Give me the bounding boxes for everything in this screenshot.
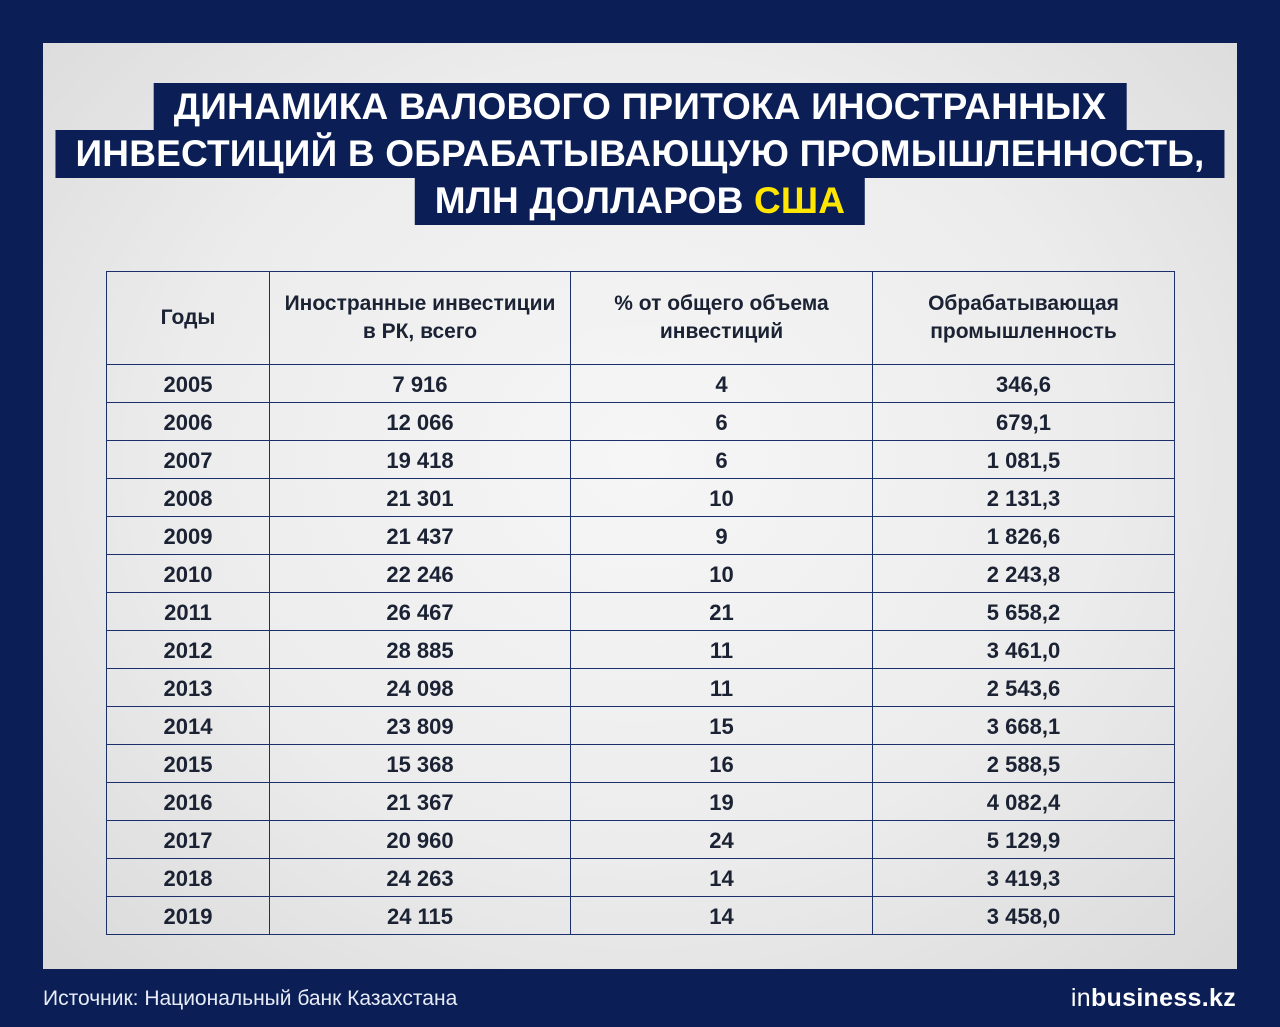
cell-year: 2011 bbox=[107, 593, 270, 631]
cell-year: 2010 bbox=[107, 555, 270, 593]
cell-total-investment: 12 066 bbox=[270, 403, 571, 441]
cell-year: 2013 bbox=[107, 669, 270, 707]
cell-manufacturing: 2 543,6 bbox=[873, 669, 1175, 707]
cell-total-investment: 15 368 bbox=[270, 745, 571, 783]
cell-percent: 21 bbox=[571, 593, 873, 631]
title-line-1: ДИНАМИКА ВАЛОВОГО ПРИТОКА ИНОСТРАННЫХ bbox=[154, 83, 1127, 131]
cell-year: 2006 bbox=[107, 403, 270, 441]
cell-total-investment: 24 098 bbox=[270, 669, 571, 707]
cell-percent: 19 bbox=[571, 783, 873, 821]
cell-percent: 16 bbox=[571, 745, 873, 783]
cell-manufacturing: 5 658,2 bbox=[873, 593, 1175, 631]
cell-manufacturing: 346,6 bbox=[873, 365, 1175, 403]
cell-year: 2005 bbox=[107, 365, 270, 403]
cell-total-investment: 22 246 bbox=[270, 555, 571, 593]
cell-manufacturing: 3 668,1 bbox=[873, 707, 1175, 745]
cell-year: 2009 bbox=[107, 517, 270, 555]
cell-total-investment: 21 437 bbox=[270, 517, 571, 555]
cell-percent: 4 bbox=[571, 365, 873, 403]
cell-manufacturing: 2 243,8 bbox=[873, 555, 1175, 593]
cell-total-investment: 7 916 bbox=[270, 365, 571, 403]
cell-year: 2007 bbox=[107, 441, 270, 479]
cell-year: 2016 bbox=[107, 783, 270, 821]
table-row bbox=[107, 631, 1175, 669]
cell-total-investment: 23 809 bbox=[270, 707, 571, 745]
title-units: МЛН ДОЛЛАРОВ bbox=[434, 180, 744, 221]
cell-manufacturing: 3 461,0 bbox=[873, 631, 1175, 669]
cell-manufacturing: 1 081,5 bbox=[873, 441, 1175, 479]
cell-percent: 15 bbox=[571, 707, 873, 745]
cell-percent: 10 bbox=[571, 479, 873, 517]
cell-percent: 9 bbox=[571, 517, 873, 555]
cell-total-investment: 21 367 bbox=[270, 783, 571, 821]
logo-prefix: in bbox=[1070, 984, 1091, 1012]
cell-total-investment: 24 263 bbox=[270, 859, 571, 897]
cell-year: 2017 bbox=[107, 821, 270, 859]
cell-manufacturing: 3 419,3 bbox=[873, 859, 1175, 897]
table-row bbox=[107, 745, 1175, 783]
table-row bbox=[107, 403, 1175, 441]
table-row bbox=[107, 669, 1175, 707]
header-years: Годы bbox=[107, 272, 270, 365]
logo-main: business.kz bbox=[1090, 984, 1236, 1012]
cell-year: 2018 bbox=[107, 859, 270, 897]
table-row bbox=[107, 441, 1175, 479]
table-row bbox=[107, 783, 1175, 821]
table-row bbox=[107, 707, 1175, 745]
cell-total-investment: 21 301 bbox=[270, 479, 571, 517]
investment-table bbox=[106, 271, 1175, 935]
cell-total-investment: 26 467 bbox=[270, 593, 571, 631]
table-header-row bbox=[107, 272, 1175, 365]
title-line-3 bbox=[415, 177, 865, 225]
cell-percent: 14 bbox=[571, 897, 873, 935]
cell-percent: 14 bbox=[571, 859, 873, 897]
table-row bbox=[107, 859, 1175, 897]
header-percent: % от общего объема инвестиций bbox=[571, 272, 873, 365]
table-row bbox=[107, 555, 1175, 593]
cell-manufacturing: 1 826,6 bbox=[873, 517, 1175, 555]
cell-year: 2008 bbox=[107, 479, 270, 517]
cell-percent: 24 bbox=[571, 821, 873, 859]
cell-manufacturing: 679,1 bbox=[873, 403, 1175, 441]
cell-manufacturing: 4 082,4 bbox=[873, 783, 1175, 821]
table-row bbox=[107, 365, 1175, 403]
header-manufacturing: Обрабатывающая промышленность bbox=[873, 272, 1175, 365]
table-row bbox=[107, 897, 1175, 935]
cell-percent: 11 bbox=[571, 669, 873, 707]
cell-total-investment: 28 885 bbox=[270, 631, 571, 669]
logo bbox=[1071, 982, 1236, 1014]
cell-percent: 11 bbox=[571, 631, 873, 669]
cell-percent: 10 bbox=[571, 555, 873, 593]
table-row bbox=[107, 517, 1175, 555]
cell-manufacturing: 3 458,0 bbox=[873, 897, 1175, 935]
table-row bbox=[107, 593, 1175, 631]
header-total-investment: Иностранные инвестиции в РК, всего bbox=[270, 272, 571, 365]
cell-year: 2014 bbox=[107, 707, 270, 745]
cell-total-investment: 19 418 bbox=[270, 441, 571, 479]
cell-year: 2019 bbox=[107, 897, 270, 935]
table-row bbox=[107, 479, 1175, 517]
cell-year: 2015 bbox=[107, 745, 270, 783]
table-row bbox=[107, 821, 1175, 859]
table-body bbox=[107, 365, 1175, 935]
cell-manufacturing: 2 131,3 bbox=[873, 479, 1175, 517]
cell-manufacturing: 5 129,9 bbox=[873, 821, 1175, 859]
title-line-2: ИНВЕСТИЦИЙ В ОБРАБАТЫВАЮЩУЮ ПРОМЫШЛЕННОСТЬ, bbox=[55, 130, 1224, 178]
cell-year: 2012 bbox=[107, 631, 270, 669]
cell-percent: 6 bbox=[571, 403, 873, 441]
cell-total-investment: 24 115 bbox=[270, 897, 571, 935]
cell-percent: 6 bbox=[571, 441, 873, 479]
title-highlight: США bbox=[753, 180, 846, 221]
source-note: Источник: Национальный банк Казахстана bbox=[43, 987, 458, 1010]
cell-manufacturing: 2 588,5 bbox=[873, 745, 1175, 783]
cell-total-investment: 20 960 bbox=[270, 821, 571, 859]
